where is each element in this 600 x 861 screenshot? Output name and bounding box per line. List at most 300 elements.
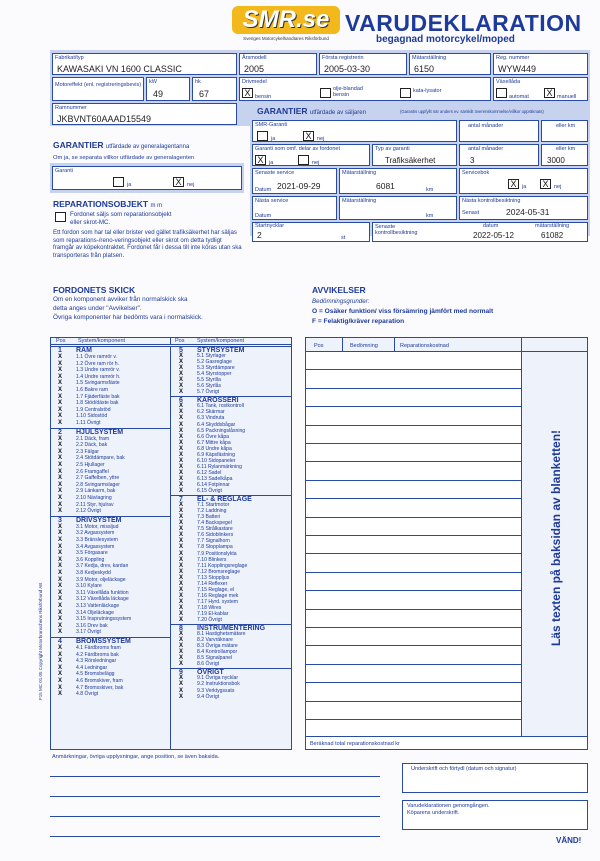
list-item-mark[interactable]: X — [58, 664, 63, 671]
smr-logo-text: SMR.se — [232, 6, 340, 34]
list-item-mark[interactable]: X — [179, 359, 184, 366]
avv-row[interactable] — [306, 665, 521, 683]
list-item-label: 6.5 Packningslåsning — [197, 427, 246, 434]
underskrift-field[interactable] — [402, 763, 588, 793]
list-item-label: 2.8 Svingarmslager — [76, 481, 120, 488]
list-item[interactable] — [50, 503, 170, 510]
list-item-label: 3.14 Oljeläckage — [76, 609, 114, 616]
bensin-label: bensin — [255, 94, 272, 100]
senaste-kontroll-field[interactable] — [372, 222, 588, 242]
ovrig-garanti-nej-checkbox[interactable] — [298, 155, 309, 165]
list-item-label: 1.11 Övrigt — [76, 420, 101, 426]
nasta-kontroll-label: Nästa kontrollbesiktning — [462, 198, 521, 204]
list-item-mark[interactable]: X — [58, 563, 63, 570]
list-item-mark[interactable]: X — [58, 550, 63, 557]
list-item-mark[interactable]: X — [179, 427, 184, 434]
avv-row[interactable] — [306, 683, 521, 701]
list-item-mark[interactable]: X — [179, 502, 184, 509]
list-item-mark[interactable]: X — [58, 468, 63, 475]
list-item[interactable] — [50, 692, 170, 699]
list-item-mark[interactable]: X — [179, 661, 184, 668]
servicebok-nej-checkbox[interactable]: X — [540, 179, 551, 189]
list-item-mark[interactable]: X — [58, 413, 63, 420]
list-item-mark[interactable]: X — [179, 580, 184, 587]
manuf-ja-checkbox[interactable] — [113, 177, 124, 187]
anm-line-1 — [50, 776, 380, 777]
mid-list-header — [170, 337, 292, 345]
list-item-mark[interactable]: X — [58, 671, 63, 678]
list-item-mark[interactable]: X — [58, 583, 63, 590]
left-col-pos: Pos — [56, 338, 66, 344]
garantier-manuf-title-text: GARANTIER — [53, 140, 104, 150]
list-item[interactable] — [50, 545, 170, 552]
list-item-mark[interactable]: X — [179, 611, 184, 617]
list-item[interactable] — [50, 381, 170, 388]
list-item-label: 1.10 Sidostöd — [76, 413, 108, 420]
anm-line-4 — [50, 836, 380, 837]
list-item-mark[interactable]: X — [179, 421, 184, 428]
list-item-mark[interactable]: X — [58, 406, 63, 413]
startnycklar-field[interactable] — [252, 222, 370, 242]
avv-row[interactable] — [306, 426, 521, 444]
list-item-label: 9.4 Övrigt — [197, 693, 220, 700]
list-item-mark[interactable]: X — [179, 655, 184, 662]
avv-total-row[interactable] — [306, 736, 588, 750]
list-item-label: 8.2 Varvräknare — [197, 637, 233, 644]
list-item-label: 3.2 Avgassystem — [76, 530, 115, 537]
garantier-seller-title-text: GARANTIER — [257, 106, 308, 116]
list-item-mark[interactable]: X — [179, 637, 184, 644]
service-datum-value: 2021-09-29 — [277, 181, 321, 191]
ramnummer-value: JKBVNT60AAAD15549 — [57, 114, 152, 124]
antal-manader-label: antal månader — [468, 146, 504, 152]
mid-col-pos: Pos — [175, 338, 185, 344]
senast-value: 2024-05-31 — [506, 207, 550, 217]
list-item-mark[interactable]: X — [179, 389, 184, 396]
forsta-reg-field[interactable] — [319, 53, 407, 75]
list-item-mark[interactable]: X — [58, 523, 63, 530]
list-item-mark[interactable]: X — [179, 439, 184, 446]
ovrig-garanti-label: Garanti som omf. delar av fordonet — [255, 146, 340, 152]
automat-checkbox[interactable] — [496, 88, 507, 98]
list-item-label: 6.11 Rylanmärkning — [197, 463, 242, 470]
list-item-label: 4.6 Bromskiver, fram — [76, 678, 123, 684]
ovrig-ja-label: ja — [269, 160, 274, 166]
list-item[interactable] — [50, 659, 170, 666]
list-item-mark[interactable]: X — [179, 377, 184, 384]
kw-value: 49 — [153, 89, 164, 99]
list-item[interactable] — [171, 695, 292, 701]
list-item-mark[interactable]: X — [179, 687, 184, 694]
list-item-mark[interactable]: X — [58, 603, 63, 609]
list-item-label: 7.5 Strålkastare — [197, 526, 233, 533]
list-item-mark[interactable]: X — [179, 409, 184, 416]
list-item-mark[interactable]: X — [58, 380, 63, 387]
smr-eller-km-field[interactable] — [541, 120, 588, 142]
list-group-name: KAROSSERI — [197, 397, 239, 405]
bensin-checkbox[interactable]: X — [242, 88, 253, 98]
list-item-mark[interactable]: X — [179, 445, 184, 452]
list-item-mark[interactable]: X — [179, 469, 184, 476]
ramnummer-field[interactable] — [52, 103, 237, 125]
list-group-number: 5 — [179, 347, 183, 354]
matar-label: Mätarställning — [412, 55, 447, 61]
list-item-label: 7.3 Batteri — [197, 514, 221, 521]
list-item[interactable] — [50, 414, 170, 421]
servicebok-ja-checkbox[interactable]: X — [508, 179, 519, 189]
nasta-matar-field[interactable] — [339, 196, 457, 220]
smr-antal-manader-field[interactable] — [459, 120, 539, 142]
arsmodell-label: Årsmodell — [242, 55, 267, 61]
list-item-mark[interactable]: X — [179, 568, 184, 575]
avv-row[interactable] — [306, 591, 521, 609]
list-item-label: 9.1 Övriga nycklar — [197, 675, 239, 682]
anm-line-3 — [50, 816, 380, 817]
avv-col-divider-3 — [521, 338, 522, 750]
list-item-label: 5.4 Styrstopper — [197, 371, 232, 378]
list-item-mark[interactable]: X — [58, 629, 63, 636]
list-item-label: 4.3 Rörsledningar — [76, 658, 117, 665]
avv-row[interactable] — [306, 352, 521, 370]
list-item-label: 7.20 Övrigt — [197, 617, 222, 624]
antal-manader-field[interactable] — [459, 144, 539, 166]
list-item-mark[interactable]: X — [179, 550, 184, 557]
list-item-mark[interactable]: X — [58, 616, 63, 623]
list-item[interactable] — [50, 630, 170, 637]
skick-title: FORDONETS SKICK — [53, 285, 136, 295]
list-item-mark[interactable]: X — [58, 530, 63, 537]
list-item-label: 2.7 Gaffelben, yttre — [76, 475, 120, 482]
list-item-mark[interactable]: X — [58, 651, 63, 658]
kontroll-matar-label: mätarställning — [535, 223, 570, 229]
list-item-mark[interactable]: X — [179, 681, 184, 688]
list-item[interactable] — [50, 408, 170, 415]
list-item[interactable] — [50, 456, 170, 463]
manuf-nej-label: nej — [187, 182, 195, 188]
list-item[interactable] — [50, 551, 170, 558]
list-item-label: 4.7 Bromsskiver, bak — [76, 684, 124, 691]
avv-row[interactable] — [306, 702, 521, 720]
list-item-mark[interactable]: X — [179, 403, 184, 410]
list-item-mark[interactable]: X — [58, 475, 63, 482]
fabrikat-field[interactable] — [52, 53, 237, 75]
senaste-service-label: Senaste service — [255, 170, 295, 176]
list-item-mark[interactable]: X — [179, 353, 184, 359]
manuf-nej-checkbox[interactable]: X — [173, 177, 184, 187]
list-item-mark[interactable]: X — [179, 482, 184, 488]
list-item-mark[interactable]: X — [58, 543, 63, 550]
list-item-mark[interactable]: X — [179, 574, 184, 581]
avvikelser-sub: Bedömningsgrunder: — [312, 298, 370, 305]
list-item-mark[interactable]: X — [58, 455, 63, 462]
list-item-mark[interactable]: X — [179, 544, 184, 551]
avv-row[interactable] — [306, 481, 521, 499]
reparation-title — [53, 199, 162, 209]
eller-km-value: 3000 — [547, 156, 565, 165]
skick-text1: Om en komponent avviker från normalskick ska — [53, 296, 188, 303]
list-item-mark[interactable]: X — [179, 463, 184, 470]
list-item-mark[interactable]: X — [58, 556, 63, 563]
katalysator-checkbox[interactable] — [400, 88, 411, 98]
list-item-mark[interactable]: X — [179, 538, 184, 545]
oljeblandad-checkbox[interactable] — [320, 88, 331, 98]
avv-row[interactable] — [306, 610, 521, 628]
list-item-mark[interactable]: X — [58, 373, 63, 380]
list-item-mark[interactable]: X — [58, 508, 63, 515]
list-item-mark[interactable]: X — [179, 475, 184, 482]
avv-row[interactable] — [306, 573, 521, 591]
list-item-mark[interactable]: X — [58, 658, 63, 665]
list-item-label: 2.1 Däck, fram — [76, 435, 110, 442]
list-item-mark[interactable]: X — [179, 415, 184, 422]
list-item-mark[interactable]: X — [58, 576, 63, 583]
list-item-mark[interactable]: X — [58, 596, 63, 603]
list-item-mark[interactable]: X — [58, 367, 63, 374]
list-item-mark[interactable]: X — [179, 508, 184, 515]
list-item-mark[interactable]: X — [58, 501, 63, 508]
list-item-label: 3.4 Avgassystem — [76, 543, 115, 550]
list-item-mark[interactable]: X — [179, 649, 184, 656]
list-item-label: 6.2 Skärmar — [197, 409, 225, 416]
list-item[interactable] — [50, 463, 170, 470]
kw-field[interactable] — [146, 77, 190, 101]
list-item-label: 5.2 Gasreglage — [197, 359, 232, 366]
list-item-mark[interactable]: X — [179, 604, 184, 611]
manuf-garanti-field — [52, 166, 242, 190]
list-item[interactable] — [50, 421, 170, 428]
list-item-label: 7.8 Stopplampa — [197, 544, 233, 551]
list-item-label: 1.6 Bakre ram — [76, 387, 108, 393]
automat-label: automat — [509, 94, 529, 100]
avvikelser-title: AVVIKELSER — [312, 285, 366, 295]
eller-km-field[interactable] — [541, 144, 588, 166]
list-item-mark[interactable]: X — [58, 360, 63, 367]
list-item-mark[interactable]: X — [58, 448, 63, 455]
list-item-mark[interactable]: X — [179, 586, 184, 593]
reparation-body: Ett fordon som har tal eller brister ved gället trafiksäkerhet har säljas som reparations-/reno-veringsobjekt eller skrot om detta tydligt framgår av köpekontraktet. Fordonet får i dessa till inte köras utan ska transporteras från platsen. — [53, 229, 242, 259]
list-item-mark[interactable]: X — [58, 462, 63, 468]
arsmodell-value: 2005 — [244, 64, 265, 74]
vaxellada-label: Växellåda — [496, 79, 521, 85]
list-item-mark[interactable]: X — [58, 684, 63, 691]
list-item[interactable] — [50, 686, 170, 693]
list-item-label: 3.16 Drev bak — [76, 622, 108, 629]
startnycklar-label: Startnycklar — [255, 223, 285, 229]
nasta-matar-label: Mätarställning — [342, 198, 377, 204]
avv-row[interactable] — [306, 518, 521, 536]
eller-km-label: eller km — [556, 146, 576, 152]
list-item-mark[interactable]: X — [179, 433, 184, 440]
mid-col-sys: System/komponent — [197, 338, 245, 344]
list-item-mark[interactable]: X — [179, 675, 184, 682]
list-item-mark[interactable]: X — [58, 420, 63, 426]
list-item-mark[interactable]: X — [179, 617, 184, 624]
list-item-mark[interactable]: X — [58, 537, 63, 543]
servicebok-label: Servicebok — [462, 170, 490, 176]
list-item-label: 7.2 Laddning — [197, 508, 227, 515]
list-item-label: 2.6 Framgaffel — [76, 468, 109, 475]
typ-garanti-field[interactable] — [372, 144, 457, 166]
left-col-sys: System/komponent — [78, 338, 126, 344]
arsmodell-field[interactable] — [239, 53, 317, 75]
list-item-mark[interactable]: X — [179, 556, 184, 563]
anmarkningar-area[interactable] — [50, 752, 390, 852]
left-component-list — [50, 346, 170, 750]
list-item[interactable] — [50, 443, 170, 450]
list-item-mark[interactable]: X — [179, 631, 184, 638]
service-matar-value: 6081 — [376, 181, 395, 191]
list-item-mark[interactable]: X — [179, 371, 184, 378]
list-item-mark[interactable]: X — [179, 520, 184, 527]
avv-row[interactable] — [306, 536, 521, 554]
smr-garanti-nej-checkbox[interactable]: X — [303, 131, 314, 141]
avv-row[interactable] — [306, 407, 521, 425]
smr-garanti-ja-checkbox[interactable] — [257, 131, 268, 141]
forsta-reg-label: Första registrerin — [322, 55, 364, 61]
list-item[interactable] — [50, 617, 170, 624]
list-item-mark[interactable]: X — [179, 643, 184, 650]
smr-antal-manader-label: antal månader — [468, 123, 504, 129]
list-group-number: 9 — [179, 669, 183, 677]
list-item-mark[interactable]: X — [58, 400, 63, 407]
list-item-mark[interactable]: X — [179, 562, 184, 569]
garantier-seller-title-rest: utfärdade av säljaren — [309, 110, 366, 116]
garantier-manuf-title — [53, 140, 189, 150]
list-item-label: 6.7 Mittre kåpa — [197, 439, 231, 446]
list-item-label: 4.8 Övrigt — [76, 691, 99, 698]
list-item[interactable] — [50, 437, 170, 444]
list-item-mark[interactable]: X — [179, 693, 184, 700]
list-item-label: 3.9 Motor, oljeläckage — [76, 576, 126, 583]
list-item-mark[interactable]: X — [179, 488, 184, 495]
kopare-label-2: Köparens underskrift. — [407, 810, 460, 816]
avv-row[interactable] — [306, 370, 521, 388]
list-item[interactable] — [50, 578, 170, 585]
left-list-header — [50, 337, 170, 345]
list-item-mark[interactable]: X — [179, 514, 184, 521]
matar-value: 6150 — [414, 64, 435, 74]
vand-text: VÄND! — [556, 836, 582, 845]
list-item-label: 9.2 Instruktionsbok — [197, 681, 240, 688]
list-item-mark[interactable]: X — [179, 592, 184, 599]
list-item-mark[interactable]: X — [58, 393, 63, 400]
skick-text3: Övriga komponenter har bedömts vara i normalskick. — [53, 314, 203, 321]
list-item-mark[interactable]: X — [179, 526, 184, 533]
service-matar-label: Mätarställning — [342, 170, 377, 176]
typ-garanti-label: Typ av garanti — [375, 146, 410, 152]
list-item-mark[interactable]: X — [179, 532, 184, 539]
list-item-mark[interactable]: X — [58, 495, 63, 501]
reparation-title-text: REPARATIONSOBJEKT — [53, 199, 149, 209]
manuell-checkbox[interactable]: X — [544, 88, 555, 98]
nasta-service-field[interactable] — [252, 196, 337, 220]
avv-row[interactable] — [306, 628, 521, 646]
list-item-mark[interactable]: X — [179, 598, 184, 605]
list-item-label: 7.4 Backspegel — [197, 520, 232, 527]
list-item[interactable] — [50, 509, 170, 516]
list-group-number: 8 — [179, 625, 183, 633]
garantier-manuf-question: Om ja, se separata villkor utfärdade av generalagenten — [53, 155, 195, 161]
list-item-label: 8.3 Övriga mätare — [197, 643, 238, 650]
list-item-label: 3.8 Kedjeskydd — [76, 570, 111, 576]
list-item-mark[interactable]: X — [58, 609, 63, 616]
avv-header — [306, 338, 588, 352]
nasta-datum-label: Datum — [255, 213, 272, 219]
reparation-title-rest: m m — [150, 203, 163, 209]
list-item-mark[interactable]: X — [58, 387, 63, 393]
list-item-mark[interactable]: X — [179, 457, 184, 464]
manuf-ja-label: ja — [127, 182, 132, 188]
list-item[interactable] — [50, 624, 170, 631]
nasta-service-label: Nästa service — [255, 198, 289, 204]
nasta-kontroll-field[interactable] — [459, 196, 588, 220]
kopare-field[interactable] — [402, 800, 588, 830]
list-item-mark[interactable]: X — [58, 645, 63, 651]
list-item-mark[interactable]: X — [58, 622, 63, 629]
avv-row[interactable] — [306, 444, 521, 462]
kontroll-km-value: 61082 — [541, 231, 564, 240]
motoreffekt-label: Motoreffekt (enl. registreringsbevis) — [55, 82, 142, 88]
list-group-header — [171, 495, 292, 503]
list-item-mark[interactable]: X — [58, 589, 63, 596]
list-item-mark[interactable]: X — [58, 442, 63, 449]
list-item-label: 9.3 Verktygssats — [197, 687, 235, 694]
list-item-label: 1.3 Undre ramrör v. — [76, 367, 120, 374]
reparation-line2: eller skrot-MC. — [70, 219, 111, 226]
senaste-service-field[interactable] — [252, 168, 337, 194]
list-item-mark[interactable]: X — [58, 435, 63, 442]
list-item-mark[interactable]: X — [58, 691, 63, 698]
list-item-label: 4.1 Färdbroms fram — [76, 645, 121, 651]
list-item-label: 4.4 Ledningar — [76, 664, 108, 671]
list-item-label: 7.11 Kopplingsreglage — [197, 562, 248, 569]
list-item-mark[interactable]: X — [58, 354, 63, 360]
avv-row[interactable] — [306, 554, 521, 572]
service-matar-field[interactable] — [339, 168, 457, 194]
reparation-checkbox[interactable] — [55, 212, 66, 222]
list-item-mark[interactable]: X — [58, 481, 63, 488]
manuell-label: manuell — [557, 94, 577, 100]
list-group-name: STYRSYSTEM — [197, 347, 245, 354]
avv-row[interactable] — [306, 499, 521, 517]
list-item-mark[interactable]: X — [58, 570, 63, 576]
avv-row[interactable] — [306, 462, 521, 480]
list-item-mark[interactable]: X — [179, 451, 184, 458]
list-item-label: 6.4 Skyddsbågar — [197, 421, 236, 428]
ovrig-garanti-ja-checkbox[interactable]: X — [255, 155, 266, 165]
list-item-label: 7.10 Blinkers — [197, 556, 227, 563]
servicebok-ja-label: ja — [522, 184, 527, 190]
list-item-label: 4.5 Bromsbelägg — [76, 671, 115, 678]
startnycklar-value: 2 — [257, 230, 262, 240]
list-item-label: 8.1 Hastighetsmätare — [197, 631, 246, 638]
list-item-mark[interactable]: X — [179, 365, 184, 372]
regnr-field[interactable] — [493, 53, 588, 75]
list-item-label: 1.1 Övre ramrör v. — [76, 354, 117, 360]
list-item-mark[interactable]: X — [58, 488, 63, 495]
list-item-mark[interactable]: X — [58, 678, 63, 684]
hk-field[interactable] — [192, 77, 237, 101]
list-item-label: 1.5 Svingarmsfäste — [76, 380, 120, 387]
matar-field[interactable] — [409, 53, 491, 75]
list-item-label: 1.4 Undre ramrör h. — [76, 373, 121, 380]
avv-row[interactable] — [306, 389, 521, 407]
kw-label: kW — [149, 79, 157, 85]
nasta-km-label: km — [426, 213, 434, 219]
avv-row[interactable] — [306, 646, 521, 664]
list-item-label: 7.1 Startmotor — [197, 502, 230, 509]
list-item-mark[interactable]: X — [179, 383, 184, 390]
